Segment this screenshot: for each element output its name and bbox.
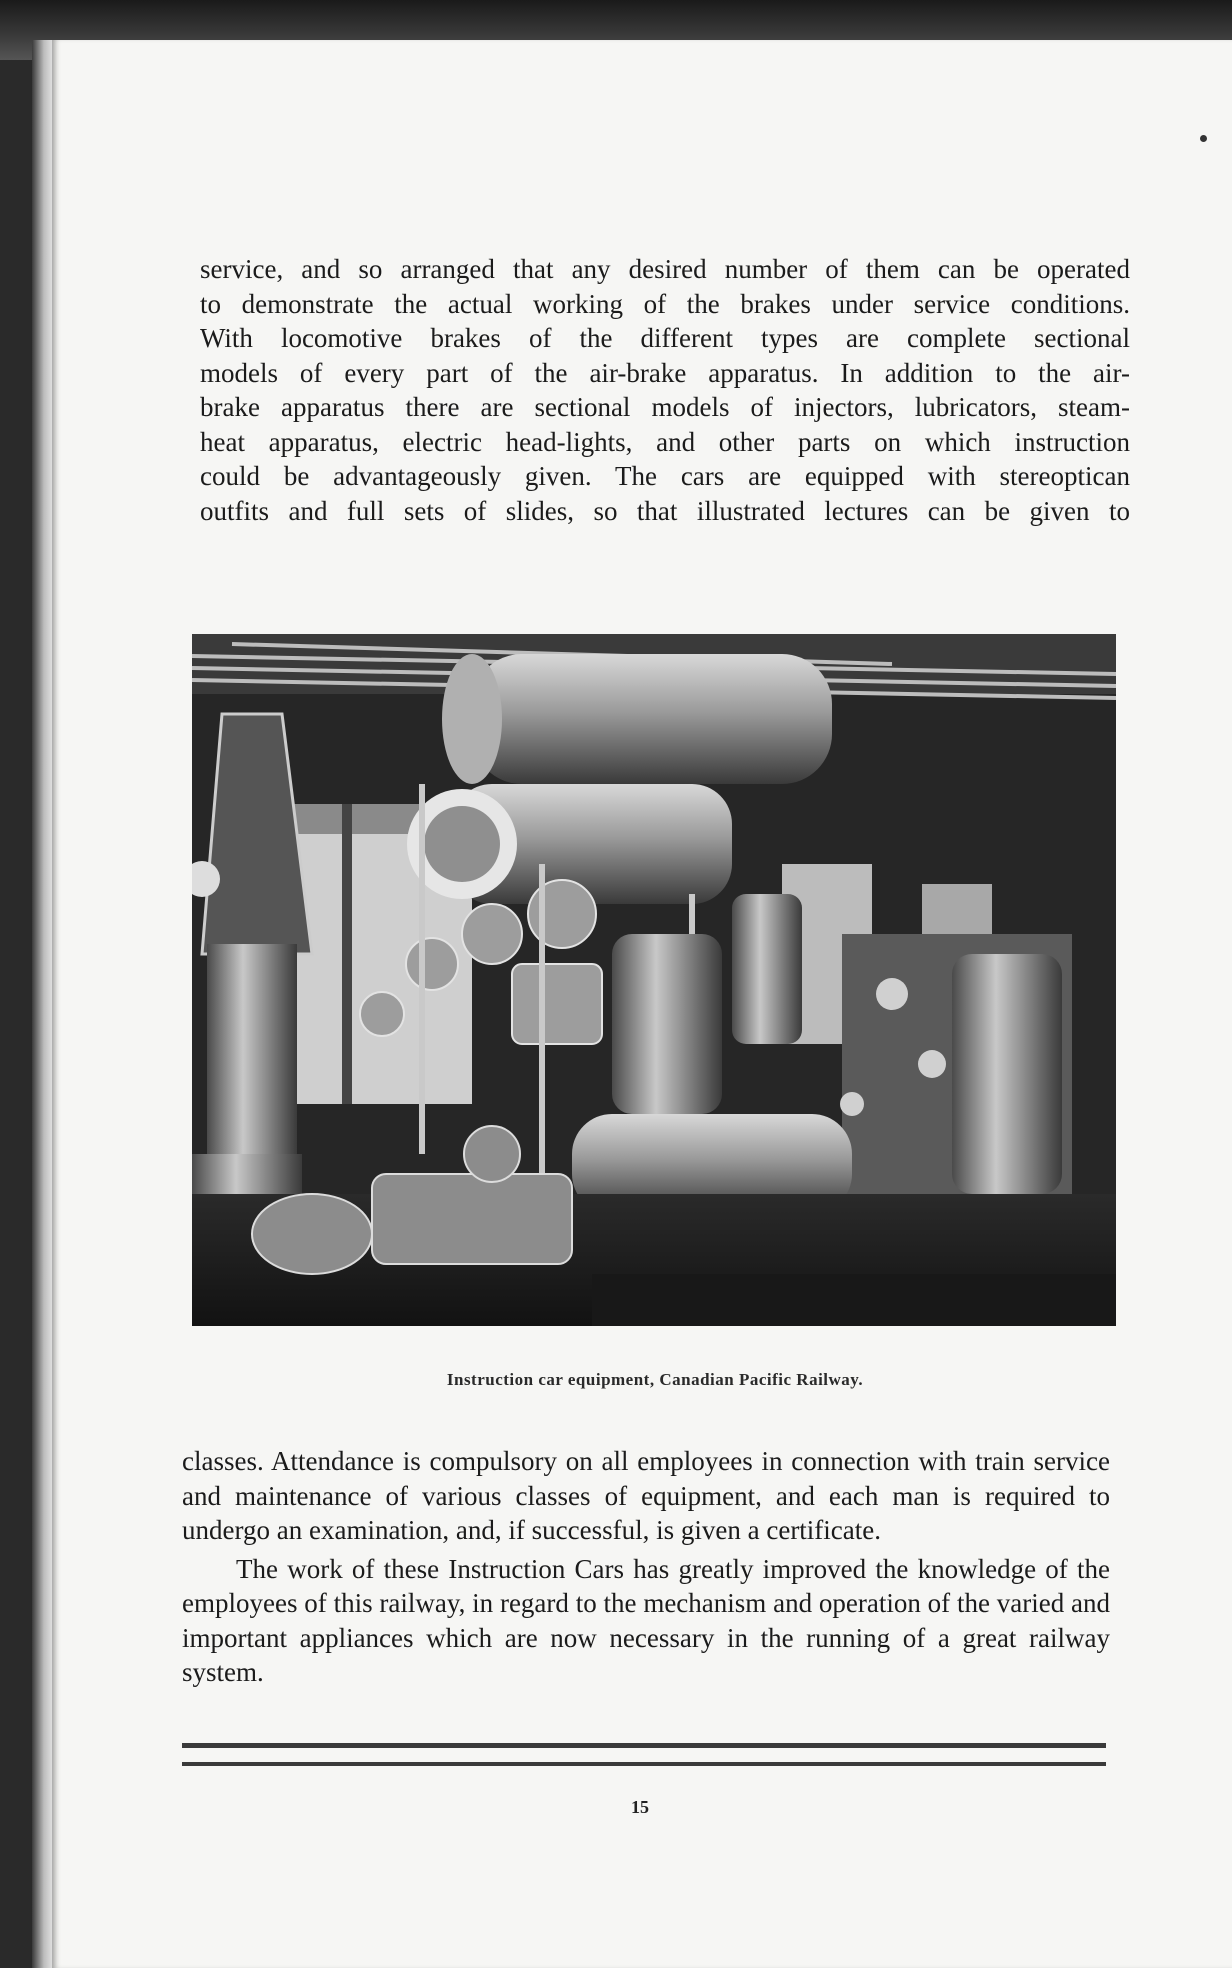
divider-rule <box>182 1762 1106 1766</box>
text-line: heat apparatus, electric head-lights, and other parts on which instruction <box>200 426 1130 457</box>
bottom-paragraphs <box>182 1444 1110 1690</box>
top-paragraph <box>200 252 1130 528</box>
paragraph-continuation: classes. Attendance is compulsory on all employees in connection with train service and maintenance of various classes of equipment, and each man is required to undergo an examination, and, if successful, is given a certificate. <box>182 1446 1110 1545</box>
text-line: service, and so arranged that any desired number of them can be operated <box>200 254 1130 284</box>
instruction-car-photo <box>192 634 1116 1326</box>
photo-illustration <box>192 634 1116 1326</box>
text-line: outfits and full sets of slides, so that illustrated lectures can be given to <box>200 495 1130 526</box>
text-line: models of every part of the air-brake apparatus. In addition to the air- <box>200 357 1130 388</box>
text-line: With locomotive brakes of the different types are complete sectional <box>200 323 1130 353</box>
divider-rule <box>182 1743 1106 1748</box>
text-line: to demonstrate the actual working of the brakes under service conditions. <box>200 288 1130 319</box>
photo-caption: Instruction car equipment, Canadian Pacific Railway. <box>446 1370 864 1389</box>
page-number: 15 <box>631 1797 649 1817</box>
scan-speck <box>1200 135 1207 142</box>
text-line: brake apparatus there are sectional models of injectors, lubricators, steam- <box>200 392 1130 422</box>
paragraph-instruction-cars: The work of these Instruction Cars has greatly improved the knowledge of the employees of this railway, in regard to the mechanism and operation of the varied and important appliances which are now necessary in the running of a great railway system. <box>182 1553 1110 1687</box>
text-line: could be advantageously given. The cars are equipped with stereoptican <box>200 461 1130 491</box>
